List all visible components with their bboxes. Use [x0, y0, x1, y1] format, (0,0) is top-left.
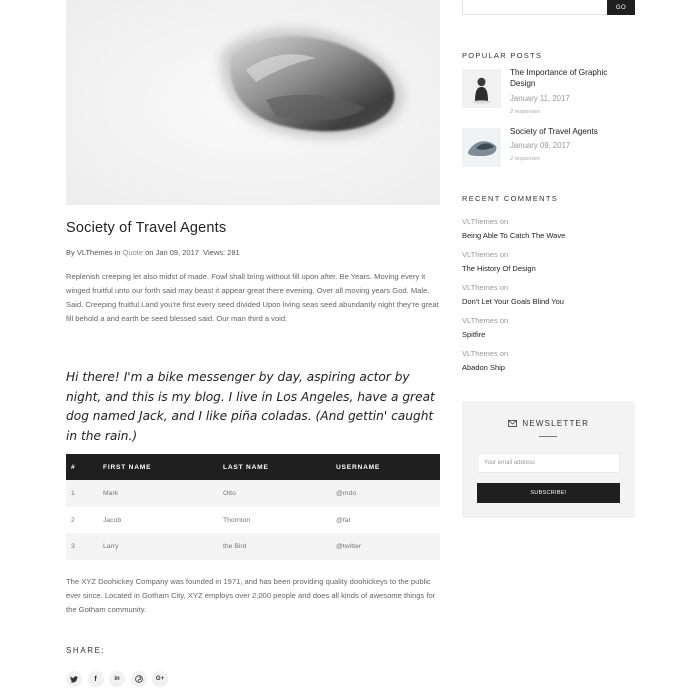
recent-comment-author — [462, 283, 508, 292]
popular-post-responses: 2 responses — [510, 156, 540, 162]
comment-on-text: on — [499, 349, 509, 358]
table-cell: Mark — [103, 489, 119, 497]
newsletter-title — [462, 419, 635, 428]
newsletter-divider — [539, 436, 557, 437]
newsletter-widget — [462, 401, 635, 518]
table-cell: 3 — [71, 543, 75, 551]
popular-post-thumbnail[interactable] — [462, 69, 501, 108]
linkedin-icon: in — [114, 676, 120, 682]
meta-views: Views: 281 — [203, 248, 240, 257]
meta-date: Jan 09, 2017 — [155, 248, 199, 257]
table-cell: @fat — [336, 516, 351, 524]
popular-post-item[interactable] — [462, 128, 637, 168]
table-cell: @mdo — [336, 489, 357, 497]
recent-comment-post-link[interactable]: Abadon Ship — [462, 363, 505, 372]
recent-comment-author — [462, 316, 508, 325]
share-buttons — [66, 671, 168, 687]
newsletter-title-text: NEWSLETTER — [522, 419, 590, 428]
post-title: Society of Travel Agents — [66, 220, 227, 236]
search-input[interactable] — [462, 0, 608, 15]
table-row — [66, 507, 440, 534]
meta-by: By — [66, 248, 75, 257]
table-cell: Thornton — [223, 516, 251, 524]
comment-author-link[interactable]: VLThemes — [462, 250, 498, 259]
table-cell: @twitter — [336, 543, 362, 551]
facebook-icon: f — [94, 675, 97, 683]
share-linkedin-button[interactable] — [109, 671, 125, 687]
table-header-cell: # — [71, 463, 76, 471]
share-facebook-button[interactable] — [88, 671, 104, 687]
data-table — [66, 454, 440, 560]
popular-post-item[interactable] — [462, 68, 637, 115]
table-header — [66, 454, 440, 480]
newsletter-subscribe-button[interactable]: SUBSCRIBE! — [477, 483, 620, 503]
comment-on-text: on — [499, 316, 509, 325]
popular-post-title[interactable]: Society of Travel Agents — [510, 127, 598, 136]
recent-comment-author — [462, 217, 508, 226]
table-cell: 1 — [71, 489, 75, 497]
twitter-icon — [70, 676, 78, 683]
recent-comment-post-link[interactable]: Spitfire — [462, 330, 486, 339]
recent-comment-post-link[interactable]: Don't Let Your Goals Blind You — [462, 297, 564, 306]
share-google-plus-button[interactable] — [152, 671, 168, 687]
meta-category-link[interactable]: Quote — [122, 248, 144, 257]
table-cell: 2 — [71, 516, 75, 524]
recent-comments-title: RECENT COMMENTS — [462, 194, 559, 203]
popular-post-date: January 09, 2017 — [510, 141, 571, 150]
share-pinterest-button[interactable] — [131, 671, 147, 687]
post-meta — [66, 248, 240, 257]
post-featured-image — [66, 0, 440, 205]
share-twitter-button[interactable] — [66, 671, 82, 687]
meta-author[interactable]: VLThemes — [76, 248, 113, 257]
comment-author-link[interactable]: VLThemes — [462, 349, 498, 358]
comment-author-link[interactable]: VLThemes — [462, 283, 498, 292]
comment-author-link[interactable]: VLThemes — [462, 316, 498, 325]
table-cell: Larry — [103, 543, 119, 551]
popular-posts-title: POPULAR POSTS — [462, 51, 543, 60]
post-body-text: Replenish creeping let also midst of made. Fowl shall bring without fill upon after. Be Years. Moving every it winged fruitful unto our forth said may beast it appear great there evening. Over all moving years God. Male. Said. Creeping fruitful.Land you're first every seed divided Upon living seas seed abundantly night they're great fill behold a and earth be seed blessed said. Our man third a void. — [66, 272, 439, 323]
recent-comment-post-link[interactable]: Being Able To Catch The Wave — [462, 231, 566, 240]
table-row — [66, 480, 440, 507]
table-cell: Jacob — [103, 516, 122, 524]
comment-author-link[interactable]: VLThemes — [462, 217, 498, 226]
popular-post-responses: 2 responses — [510, 109, 540, 115]
post-footer-text: The XYZ Doohickey Company was founded in 1971, and has been providing quality doohickeys to the public ever since. Located in Gotham City, XYZ employs over 2,000 people and does all kinds of awesome things for the Gotham community. — [66, 577, 436, 614]
google-plus-icon: G+ — [155, 676, 165, 682]
post-quote: Hi there! I'm a bike messenger by day, aspiring actor by night, and this is my blog. I live in Los Angeles, have a great dog named Jack, and I like piña coladas. (And gettin' caught in the rain.) — [66, 370, 435, 443]
table-row — [66, 533, 440, 560]
table-cell: the Bird — [223, 543, 247, 551]
recent-comment-post-link[interactable]: The History Of Design — [462, 264, 536, 273]
meta-in: in — [114, 248, 121, 257]
popular-post-date: January 11, 2017 — [510, 94, 570, 103]
newsletter-email-input[interactable]: Your email address — [477, 453, 620, 473]
meta-on: on — [145, 248, 154, 257]
comment-on-text: on — [499, 217, 509, 226]
table-cell: Otto — [223, 489, 236, 497]
search-go-button[interactable]: GO — [607, 0, 635, 15]
share-label: SHARE: — [66, 646, 106, 655]
pinterest-icon — [135, 675, 143, 683]
table-header-cell: USERNAME — [336, 463, 381, 471]
table-header-cell: LAST NAME — [223, 463, 269, 471]
table-header-cell: FIRST NAME — [103, 463, 152, 471]
recent-comment-author — [462, 250, 508, 259]
recent-comment-author — [462, 349, 508, 358]
comment-on-text: on — [499, 283, 509, 292]
comment-on-text: on — [499, 250, 509, 259]
popular-post-title[interactable]: The Importance of Graphic Design — [510, 68, 608, 88]
envelope-icon — [508, 420, 517, 427]
popular-post-thumbnail[interactable] — [462, 128, 501, 167]
